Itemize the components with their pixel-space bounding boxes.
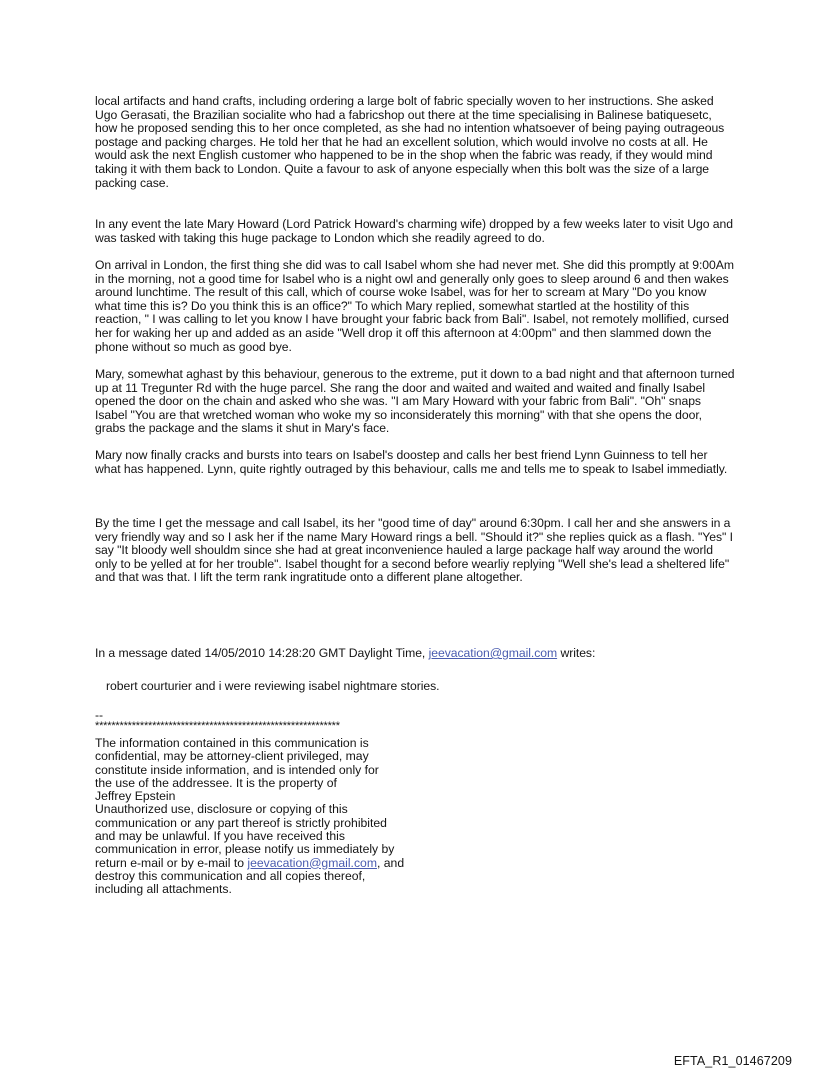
quote-header-email-link[interactable]: jeevacation@gmail.com <box>428 646 558 660</box>
body-paragraph-3: On arrival in London, the first thing she did was to call Isabel whom she had never met. She did this promptly at 9:00Am in the morning, not a good time for Isabel who is a night owl and generally only goes to sleep around 6 and then wakes around lunchtime. The result of this call, which of course woke Isabel, was for her to scream at Mary "Do you know what time this is? Do you think this is an office?" To which Mary replied, somewhat startled at the hostility of this reaction, " I was calling to let you know I have brought your fabric back from Bali". Isabel, not remotely mollified, cursed her for waking her up and added as an aside "Well drop it off this afternoon at 4:00pm" and then slammed down the phone without so much as good bye. <box>95 258 734 354</box>
quote-header-suffix: writes: <box>557 646 596 660</box>
body-paragraph-1: local artifacts and hand crafts, including ordering a large bolt of fabric specially woven to her instructions. She asked Ugo Gerasati, the Brazilian socialite who had a fabricshop out there at the time specialising in Balinese batiquesetc, how he proposed sending this to her once completed, as she had no intention whatsoever of being paying outrageous postage and packing charges. He told her that he had an excellent solution, which would involve no costs at all. He would ask the next English customer who happened to be in the shop when the fabric was ready, if they would mind taking it with them back to London. Quite a favour to ask of anyone especially when this bolt was the size of a large packing case. <box>95 94 725 190</box>
quoted-message-text: robert courturier and i were reviewing isabel nightmare stories. <box>106 679 440 693</box>
signature-dashes: -- <box>95 708 104 722</box>
notice-email-suffix: , and <box>376 855 405 870</box>
confidentiality-notice <box>95 737 425 897</box>
notice-line: confidential, may be attorney-client privileged, may <box>95 749 369 764</box>
notice-line: communication in error, please notify us immediately by <box>95 842 395 857</box>
notice-line: and may be unlawful. If you have received this <box>95 829 345 844</box>
body-paragraph-2: In any event the late Mary Howard (Lord Patrick Howard's charming wife) dropped by a few weeks later to visit Ugo and was tasked with taking this huge package to London which she readily agreed to do. <box>95 217 733 245</box>
quote-header-prefix: In a message dated 14/05/2010 14:28:20 GMT Daylight Time, <box>95 646 429 660</box>
notice-line: destroy this communication and all copies thereof, <box>95 868 366 883</box>
notice-line: the use of the addressee. It is the property of <box>95 775 337 790</box>
notice-line: constitute inside information, and is intended only for <box>95 762 379 777</box>
signature-stars: ************************************************************ <box>95 720 340 732</box>
notice-line: Unauthorized use, disclosure or copying of this <box>95 802 348 817</box>
notice-line: The information contained in this communication is <box>95 736 369 750</box>
notice-line: Jeffrey Epstein <box>95 789 176 804</box>
notice-email-line <box>95 857 425 870</box>
notice-email-link[interactable]: jeevacation@gmail.com <box>247 855 377 870</box>
notice-line: including all attachments. <box>95 882 232 897</box>
quote-header <box>95 647 735 661</box>
body-paragraph-6: By the time I get the message and call Isabel, its her "good time of day" around 6:30pm. I call her and she answers in a very friendly way and so I ask her if the name Mary Howard rings a bell. "Should it?" she replies quick as a flash. "Yes" I say "It bloody well shouldm since she had at great inconvenience hauled a large package half way around the world only to be yelled at for her trouble". Isabel thought for a second before wearliy replying "Well she's lead a sheltered life" and that was that. I lift the term rank ingratitude onto a different plane altogether. <box>95 516 733 585</box>
notice-line: communication or any part thereof is strictly prohibited <box>95 815 387 830</box>
bates-number: EFTA_R1_01467209 <box>673 1054 792 1068</box>
notice-email-prefix: return e-mail or by e-mail to <box>95 855 248 870</box>
body-paragraph-4: Mary, somewhat aghast by this behaviour, generous to the extreme, put it down to a bad night and that afternoon turned up at 11 Tregunter Rd with the huge parcel. She rang the door and waited and waited and waited and finally Isabel opened the door on the chain and asked who she was. "I am Mary Howard with your fabric from Bali". "Oh" snaps Isabel "You are that wretched woman who woke my so inconsiderately this morning" with that she opens the door, grabs the package and the slams it shut in Mary's face. <box>95 367 735 436</box>
body-paragraph-5: Mary now finally cracks and bursts into tears on Isabel's doostep and calls her best friend Lynn Guinness to tell her what has happened. Lynn, quite rightly outraged by this behaviour, calls me and tells me to speak to Isabel immediatly. <box>95 448 728 476</box>
